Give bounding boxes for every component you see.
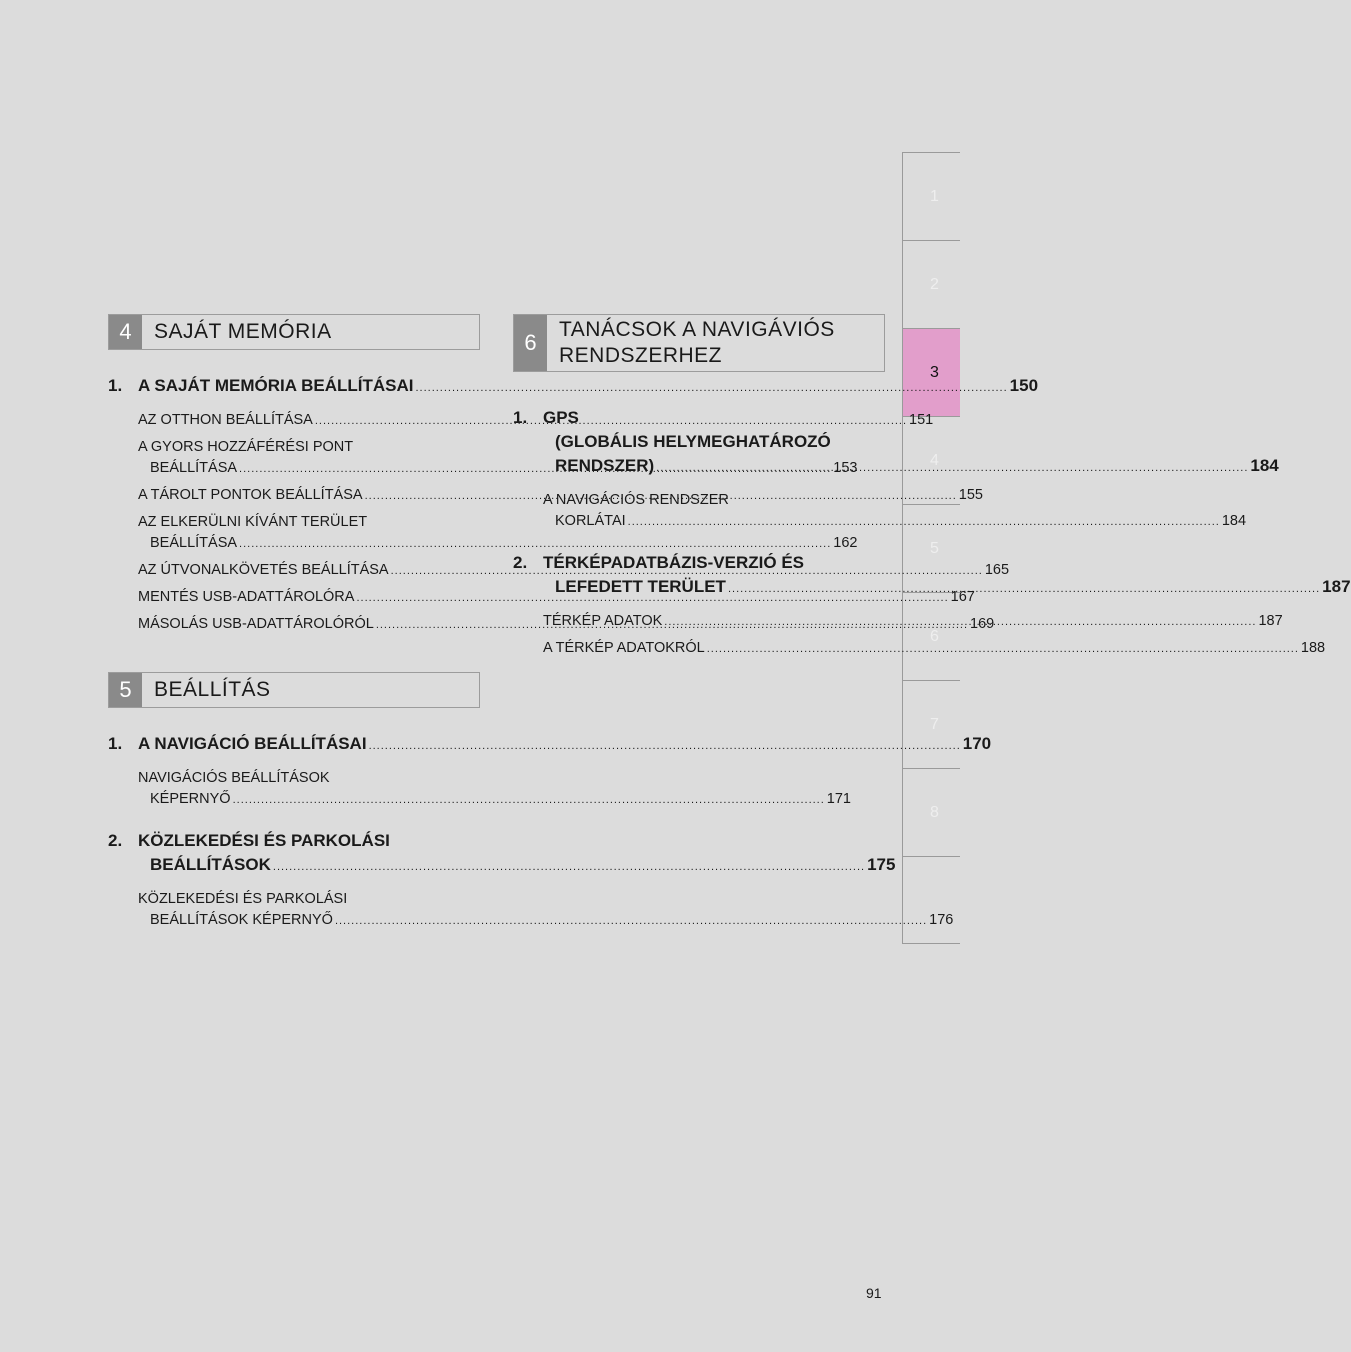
entry-page: 187 xyxy=(1258,613,1283,629)
dot-leader xyxy=(273,855,865,879)
entry-title: AZ OTTHON BEÁLLÍTÁSA xyxy=(138,412,313,428)
chapter-number: 2. xyxy=(513,553,528,572)
entry-page: 162 xyxy=(833,535,858,551)
toc-entry[interactable] xyxy=(138,768,851,811)
chapter-number: 1. xyxy=(108,734,123,753)
chapter-page: 184 xyxy=(1250,456,1279,475)
page-number: 91 xyxy=(866,1285,882,1301)
chapter-title-line1: TÉRKÉPADATBÁZIS-VERZIÓ ÉS xyxy=(543,553,804,572)
section-header xyxy=(108,672,480,708)
chapter-tab-7[interactable]: 7 xyxy=(902,680,960,768)
entry-title: MENTÉS USB-ADATTÁROLÓRA xyxy=(138,589,355,605)
entry-title: MÁSOLÁS USB-ADATTÁROLÓRÓL xyxy=(138,616,374,632)
entry-title: TÉRKÉP ADATOK xyxy=(543,613,663,629)
toc-entry[interactable] xyxy=(138,889,954,932)
section-header xyxy=(513,314,885,372)
chapter-page: 150 xyxy=(1009,376,1039,395)
chapter-title: RENDSZER) xyxy=(555,456,655,475)
chapter-title: A NAVIGÁCIÓ BEÁLLÍTÁSAI xyxy=(138,734,367,753)
chapter-number: 1. xyxy=(513,408,528,427)
section-title xyxy=(547,315,847,371)
section-number: 6 xyxy=(514,315,547,371)
chapter-title: A SAJÁT MEMÓRIA BEÁLLÍTÁSAI xyxy=(138,376,414,395)
entry-title: BEÁLLÍTÁSOK KÉPERNYŐ xyxy=(150,912,333,928)
entry-page: 169 xyxy=(970,616,995,632)
chapter-page: 175 xyxy=(867,855,896,874)
dot-leader xyxy=(369,734,961,758)
entry-page: 151 xyxy=(909,412,934,428)
section-title: SAJÁT MEMÓRIA xyxy=(154,320,332,343)
entry-title-line1: AZ ELKERÜLNI KÍVÁNT TERÜLET xyxy=(138,514,368,530)
chapter-title: LEFEDETT TERÜLET xyxy=(555,577,726,596)
section-title-line2: RENDSZERHEZ xyxy=(559,344,723,367)
section-5 xyxy=(108,672,992,932)
chapter-tab-1[interactable]: 1 xyxy=(902,152,960,240)
chapter-tab-8[interactable]: 8 xyxy=(902,768,960,856)
entry-page: 167 xyxy=(950,589,975,605)
entry-page: 188 xyxy=(1300,640,1326,656)
entry-title-line1: A GYORS HOZZÁFÉRÉSI PONT xyxy=(138,439,354,455)
chapter-title-line1: GPS xyxy=(543,408,579,427)
chapter-tab-2[interactable]: 2 xyxy=(902,240,960,328)
chapter-tab-4[interactable]: 4 xyxy=(902,416,960,504)
entry-page: 155 xyxy=(958,487,983,503)
entry-title: A TÉRKÉP ADATOKRÓL xyxy=(543,640,705,656)
entry-title: BEÁLLÍTÁSA xyxy=(150,535,238,551)
chapter-title-line2: (GLOBÁLIS HELYMEGHATÁROZÓ xyxy=(555,432,831,451)
chapter-title: BEÁLLÍTÁSOK xyxy=(150,855,271,874)
section-title-line1: TANÁCSOK A NAVIGÁVIÓS xyxy=(559,318,835,341)
chapter-tab-5[interactable]: 5 xyxy=(902,504,960,592)
entry-page: 153 xyxy=(833,460,858,476)
entry-page: 171 xyxy=(826,791,851,807)
section-header xyxy=(108,314,480,350)
entry-page: 165 xyxy=(984,562,1010,578)
entry-title: AZ ÚTVONALKÖVETÉS BEÁLLÍTÁSA xyxy=(138,562,389,578)
entry-title-line1: A NAVIGÁCIÓS RENDSZER xyxy=(543,492,729,508)
entry-title-line1: KÖZLEKEDÉSI ÉS PARKOLÁSI xyxy=(138,891,348,907)
dot-leader xyxy=(656,456,1248,480)
chapter-title-line1: KÖZLEKEDÉSI ÉS PARKOLÁSI xyxy=(138,831,390,850)
entry-title-line1: NAVIGÁCIÓS BEÁLLÍTÁSOK xyxy=(138,770,330,786)
chapter-page: 170 xyxy=(962,734,992,753)
section-title: BEÁLLÍTÁS xyxy=(154,678,271,701)
chapter-entry[interactable] xyxy=(108,829,896,879)
entry-page: 176 xyxy=(929,912,954,928)
chapter-tab-6[interactable]: 6 xyxy=(902,592,960,680)
chapter-tab-3[interactable]: 3 xyxy=(902,328,960,416)
dot-leader xyxy=(728,577,1320,601)
toc-entry[interactable] xyxy=(543,638,1326,660)
chapter-entry[interactable] xyxy=(108,732,992,758)
entry-title: A TÁROLT PONTOK BEÁLLÍTÁSA xyxy=(138,487,363,503)
chapter-entry[interactable] xyxy=(108,374,1039,400)
entry-title: BEÁLLÍTÁSA xyxy=(150,460,238,476)
chapter-tabs xyxy=(902,152,960,944)
chapter-number: 2. xyxy=(108,831,123,850)
entry-page: 184 xyxy=(1221,513,1247,529)
toc-entry[interactable] xyxy=(138,587,975,609)
entry-title: KÉPERNYŐ xyxy=(150,791,231,807)
entry-title: KORLÁTAI xyxy=(555,513,626,529)
chapter-number: 1. xyxy=(108,376,123,395)
chapter-page: 187 xyxy=(1322,577,1351,596)
section-number: 5 xyxy=(109,673,142,707)
section-number: 4 xyxy=(109,315,142,349)
